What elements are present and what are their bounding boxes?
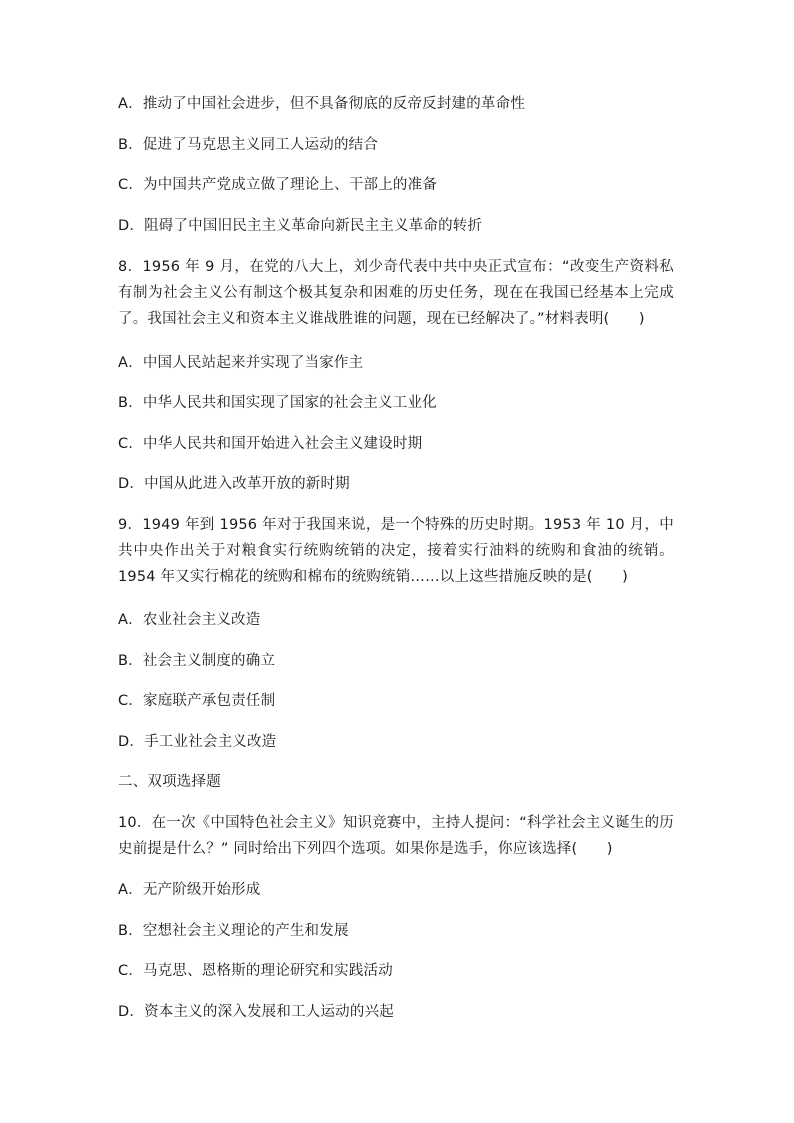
q8-option-c: C．中华人民共和国开始进入社会主义建设时期 xyxy=(118,436,423,452)
q9-option-a: A．农业社会主义改造 xyxy=(118,612,261,628)
q9-option-b: B．社会主义制度的确立 xyxy=(118,653,276,669)
q10-option-d: D．资本主义的深入发展和工人运动的兴起 xyxy=(118,1004,394,1020)
q9-stem: 9．1949 年到 1956 年对于我国来说，是一个特殊的历史时期。1953 年 10 月，中共中央作出关于对粮食实行统购统销的决定，接着实行油料的统购和食油的统销。1954 年又实行棉花的统购和棉布的统购统销……以上这些措施反映的是( ) xyxy=(118,517,674,585)
q8-option-b: B．中华人民共和国实现了国家的社会主义工业化 xyxy=(118,395,437,411)
q10-option-a: A．无产阶级开始形成 xyxy=(118,882,261,898)
q7-option-c: C．为中国共产党成立做了理论上、干部上的准备 xyxy=(118,177,438,193)
section-title: 二、双项选择题 xyxy=(118,774,221,790)
q10-stem: 10．在一次《中国特色社会主义》知识竞赛中，主持人提问：“科学社会主义诞生的历史前提是什么？” 同时给出下列四个选项。如果你是选手，你应该选择( ) xyxy=(118,815,674,857)
q10-option-c: C．马克思、恩格斯的理论研究和实践活动 xyxy=(118,963,393,979)
q7-option-b: B．促进了马克思主义同工人运动的结合 xyxy=(118,137,379,153)
q9-option-c: C．家庭联产承包责任制 xyxy=(118,693,276,709)
q9-option-d: D．手工业社会主义改造 xyxy=(118,734,277,750)
q10-option-b: B．空想社会主义理论的产生和发展 xyxy=(118,923,349,939)
q8-stem: 8．1956 年 9 月，在党的八大上，刘少奇代表中共中央正式宣布：“改变生产资料私有制为社会主义公有制这个极其复杂和困难的历史任务，现在在我国已经基本上完成了。我国社会主义和资本主义谁战胜谁的问题，现在已经解决了。”材料表明( ) xyxy=(118,259,674,327)
q7-option-a: A．推动了中国社会进步，但不具备彻底的反帝反封建的革命性 xyxy=(118,96,526,112)
q8-option-a: A．中国人民站起来并实现了当家作主 xyxy=(118,355,364,371)
q8-option-d: D．中国从此进入改革开放的新时期 xyxy=(118,476,350,492)
q7-option-d: D．阻碍了中国旧民主主义革命向新民主主义革命的转折 xyxy=(118,218,483,234)
